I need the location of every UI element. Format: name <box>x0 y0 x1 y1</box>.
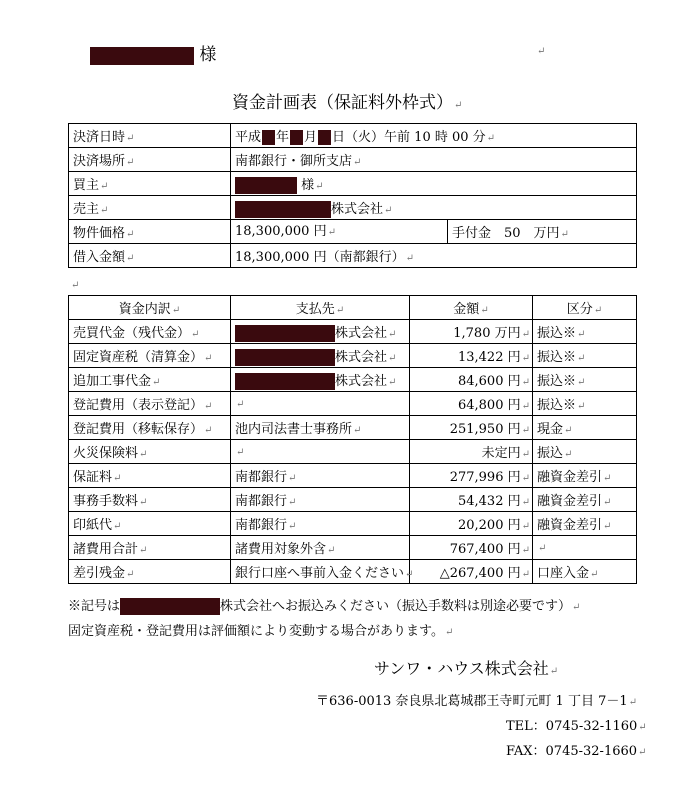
row-amount: 277,996 円↵ <box>410 464 533 488</box>
table-row <box>69 416 637 440</box>
summary-label: 物件価格↵ <box>69 220 231 244</box>
summary-value: 南都銀行・御所支店↵ <box>231 148 637 172</box>
row-category: 現金↵ <box>533 416 637 440</box>
row-item: 追加工事代金↵ <box>69 368 231 392</box>
row-item: 登記費用（表示登記）↵ <box>69 392 231 416</box>
summary-value-datetime: 平成 年 月 日（火）午前 10 時 00 分↵ <box>231 124 637 148</box>
table-row <box>69 512 637 536</box>
row-category: 振込↵ <box>533 440 637 464</box>
row-payee: ↵ <box>231 440 410 464</box>
summary-row-buyer <box>69 172 637 196</box>
summary-value: 18,300,000 円↵ 手付金 50 万円↵ <box>231 220 637 244</box>
table-row <box>69 344 637 368</box>
table-row <box>69 440 637 464</box>
row-amount: 767,400 円↵ <box>410 536 533 560</box>
row-payee: 池内司法書士事務所↵ <box>231 416 410 440</box>
redacted-addressee <box>90 47 194 65</box>
summary-value: 株式会社↵ <box>231 196 637 220</box>
company-address: 〒636-0013 奈良県北葛城郡王寺町元町 1 丁目 7－1↵ <box>316 694 638 709</box>
header-item: 資金内訳↵ <box>69 296 231 320</box>
row-category: 振込※↵ <box>533 344 637 368</box>
row-payee: 株式会社↵ <box>231 320 410 344</box>
paragraph-mark-icon: ↵ <box>537 46 546 57</box>
addressee-honorific: 様 <box>199 45 217 65</box>
summary-label: 決済場所↵ <box>69 148 231 172</box>
row-item: 差引残金↵ <box>69 560 231 584</box>
redacted-transfer-company <box>120 598 220 615</box>
row-item: 印紙代↵ <box>69 512 231 536</box>
funds-table <box>68 295 637 584</box>
row-item: 火災保険料↵ <box>69 440 231 464</box>
addressee-line <box>90 40 216 65</box>
summary-row-place <box>69 148 637 172</box>
row-amount: 13,422 円↵ <box>410 344 533 368</box>
redacted-payee <box>235 325 335 342</box>
row-category: 融資金差引↵ <box>533 488 637 512</box>
note-tax-variance: 固定資産税・登記費用は評価額により変動する場合があります。↵ <box>68 624 454 639</box>
table-row <box>69 488 637 512</box>
row-payee: ↵ <box>231 392 410 416</box>
note-transfer: ※記号は 株式会社へお振込みください（振込手数料は別途必要です）↵ <box>68 599 581 614</box>
row-payee: 南都銀行↵ <box>231 512 410 536</box>
redacted-payee <box>235 373 335 390</box>
row-amount: 251,950 円↵ <box>410 416 533 440</box>
row-payee: 諸費用対象外含↵ <box>231 536 410 560</box>
table-row <box>69 320 637 344</box>
row-category: 融資金差引↵ <box>533 512 637 536</box>
redacted-seller <box>235 201 331 218</box>
row-payee: 株式会社↵ <box>231 344 410 368</box>
row-item: 保証料↵ <box>69 464 231 488</box>
document-title: 資金計画表（保証料外枠式）↵ <box>232 93 463 113</box>
table-row <box>69 392 637 416</box>
row-payee: 南都銀行↵ <box>231 488 410 512</box>
row-amount: 未定円↵ <box>410 440 533 464</box>
row-amount: 1,780 万円↵ <box>410 320 533 344</box>
row-category: 振込※↵ <box>533 320 637 344</box>
header-category: 区分↵ <box>533 296 637 320</box>
summary-row-settlement-datetime <box>69 124 637 148</box>
summary-row-price <box>69 220 637 244</box>
summary-value: 18,300,000 円（南都銀行）↵ <box>231 244 637 268</box>
summary-value: 様↵ <box>231 172 637 196</box>
row-item: 売買代金（残代金）↵ <box>69 320 231 344</box>
row-payee: 銀行口座へ事前入金ください↵ <box>231 560 410 584</box>
redacted-payee <box>235 349 335 366</box>
deposit-amount: 手付金 50 万円 <box>452 226 560 241</box>
table-row <box>69 368 637 392</box>
table-row <box>69 536 637 560</box>
row-amount: △267,400 円↵ <box>410 560 533 584</box>
summary-label: 借入金額↵ <box>69 244 231 268</box>
row-category: ↵ <box>533 536 637 560</box>
row-category: 口座入金↵ <box>533 560 637 584</box>
summary-label: 決済日時↵ <box>69 124 231 148</box>
table-row <box>69 560 637 584</box>
row-payee: 南都銀行↵ <box>231 464 410 488</box>
row-category: 振込※↵ <box>533 392 637 416</box>
funds-table-header <box>69 296 637 320</box>
paragraph-mark-icon: ↵ <box>454 100 463 111</box>
header-payee: 支払先↵ <box>231 296 410 320</box>
redacted-month <box>290 130 303 145</box>
row-item: 諸費用合計↵ <box>69 536 231 560</box>
summary-table <box>68 123 637 268</box>
summary-row-seller <box>69 196 637 220</box>
summary-label: 売主↵ <box>69 196 231 220</box>
row-category: 振込※↵ <box>533 368 637 392</box>
paragraph-mark-icon: ↵ <box>71 280 80 291</box>
row-category: 融資金差引↵ <box>533 464 637 488</box>
company-name: サンワ・ハウス株式会社↵ <box>374 659 559 678</box>
row-item: 事務手数料↵ <box>69 488 231 512</box>
row-amount: 84,600 円↵ <box>410 368 533 392</box>
row-amount: 54,432 円↵ <box>410 488 533 512</box>
row-payee: 株式会社↵ <box>231 368 410 392</box>
company-tel: TEL：0745-32-1160↵ <box>506 719 647 734</box>
row-amount: 20,200 円↵ <box>410 512 533 536</box>
table-row <box>69 464 637 488</box>
header-amount: 金額↵ <box>410 296 533 320</box>
row-amount: 64,800 円↵ <box>410 392 533 416</box>
company-fax: FAX：0745-32-1660↵ <box>506 744 647 759</box>
redacted-year <box>262 130 275 145</box>
row-item: 登記費用（移転保存）↵ <box>69 416 231 440</box>
summary-label: 買主↵ <box>69 172 231 196</box>
redacted-buyer <box>235 177 297 194</box>
redacted-day <box>318 130 331 145</box>
summary-row-loan <box>69 244 637 268</box>
row-item: 固定資産税（清算金）↵ <box>69 344 231 368</box>
